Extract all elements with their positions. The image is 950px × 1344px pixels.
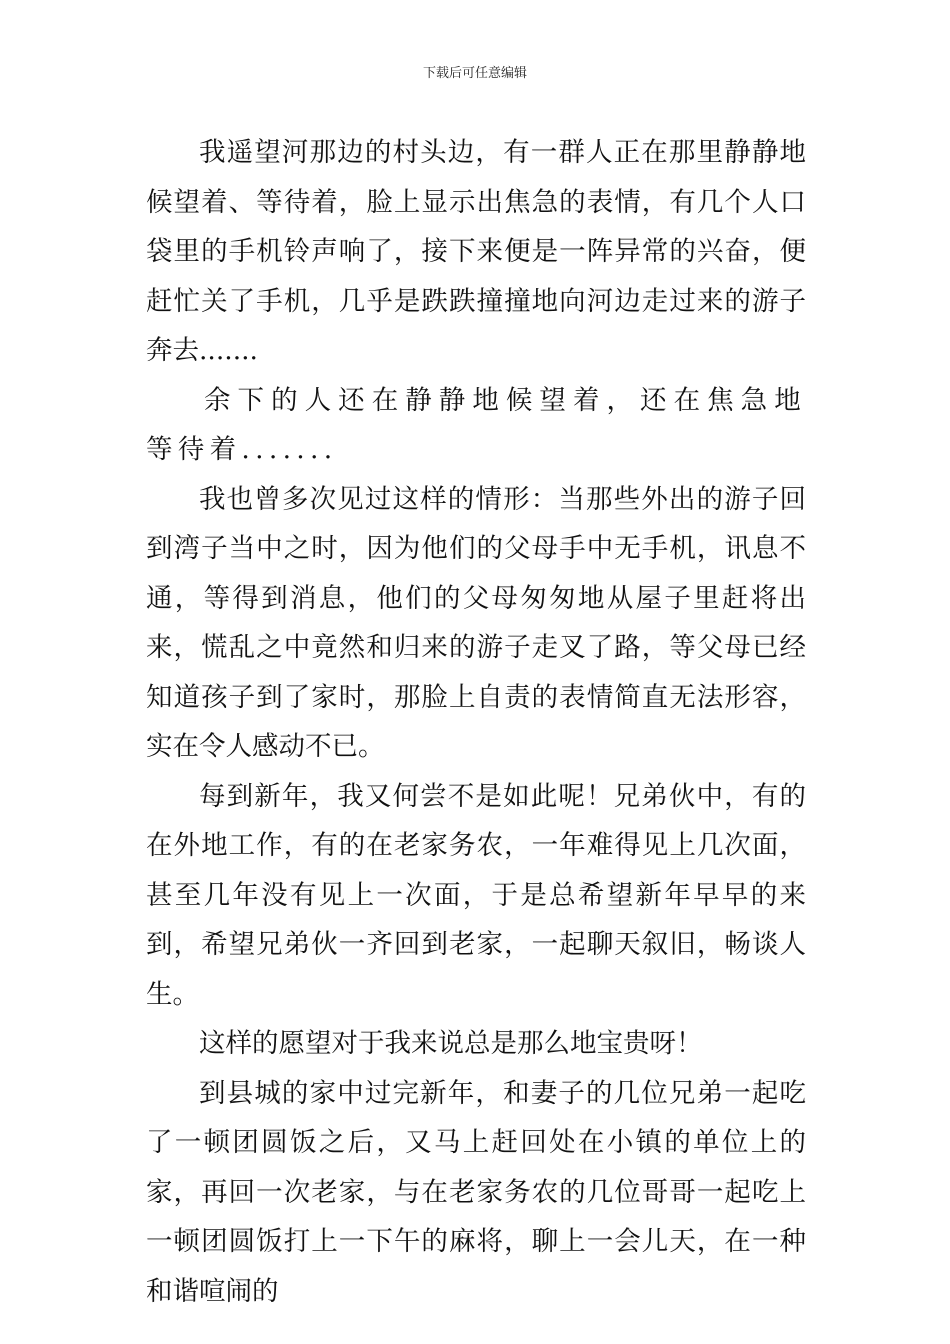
document-body	[146, 128, 806, 1316]
page-header: 下载后可任意编辑	[422, 66, 527, 81]
paragraph-new-year-brothers: 每到新年，我又何尝不是如此呢！兄弟伙中，有的在外地工作，有的在老家务农，一年难得见上几次面，甚至几年没有见上一次面，于是总希望新年早早的来到，希望兄弟伙一齐回到老家，一起聊天叙旧，畅谈人生。	[146, 780, 806, 1010]
paragraph-reunion-dinner: 到县城的家中过完新年，和妻子的几位兄弟一起吃了一顿团圆饭之后，又马上赶回处在小镇的单位上的家，再回一次老家，与在老家务农的几位哥哥一起吃上一顿团圆饭打上一下午的麻将，聊上一会儿天，在一种和谐喧闹的	[146, 1077, 806, 1307]
paragraph-remaining-people: 余下的人还在静静地候望着，还在焦急地等待着.......	[146, 384, 806, 465]
paragraph-memory-of-parents: 我也曾多次见过这样的情形：当那些外出的游子回到湾子当中之时，因为他们的父母手中无手机，讯息不通，等得到消息，他们的父母匆匆地从屋子里赶将出来，慌乱之中竟然和归来的游子走叉了路，等父母已经知道孩子到了家时，那脸上自责的表情简直无法形容，实在令人感动不已。	[146, 483, 806, 762]
paragraph-villagers-waiting: 我遥望河那边的村头边，有一群人正在那里静静地候望着、等待着，脸上显示出焦急的表情，有几个人口袋里的手机铃声响了，接下来便是一阵异常的兴奋，便赶忙关了手机，几乎是跌跌撞撞地向河边走过来的游子奔去.......	[146, 137, 806, 366]
paragraph-precious-wish: 这样的愿望对于我来说总是那么地宝贵呀！	[199, 1028, 703, 1059]
